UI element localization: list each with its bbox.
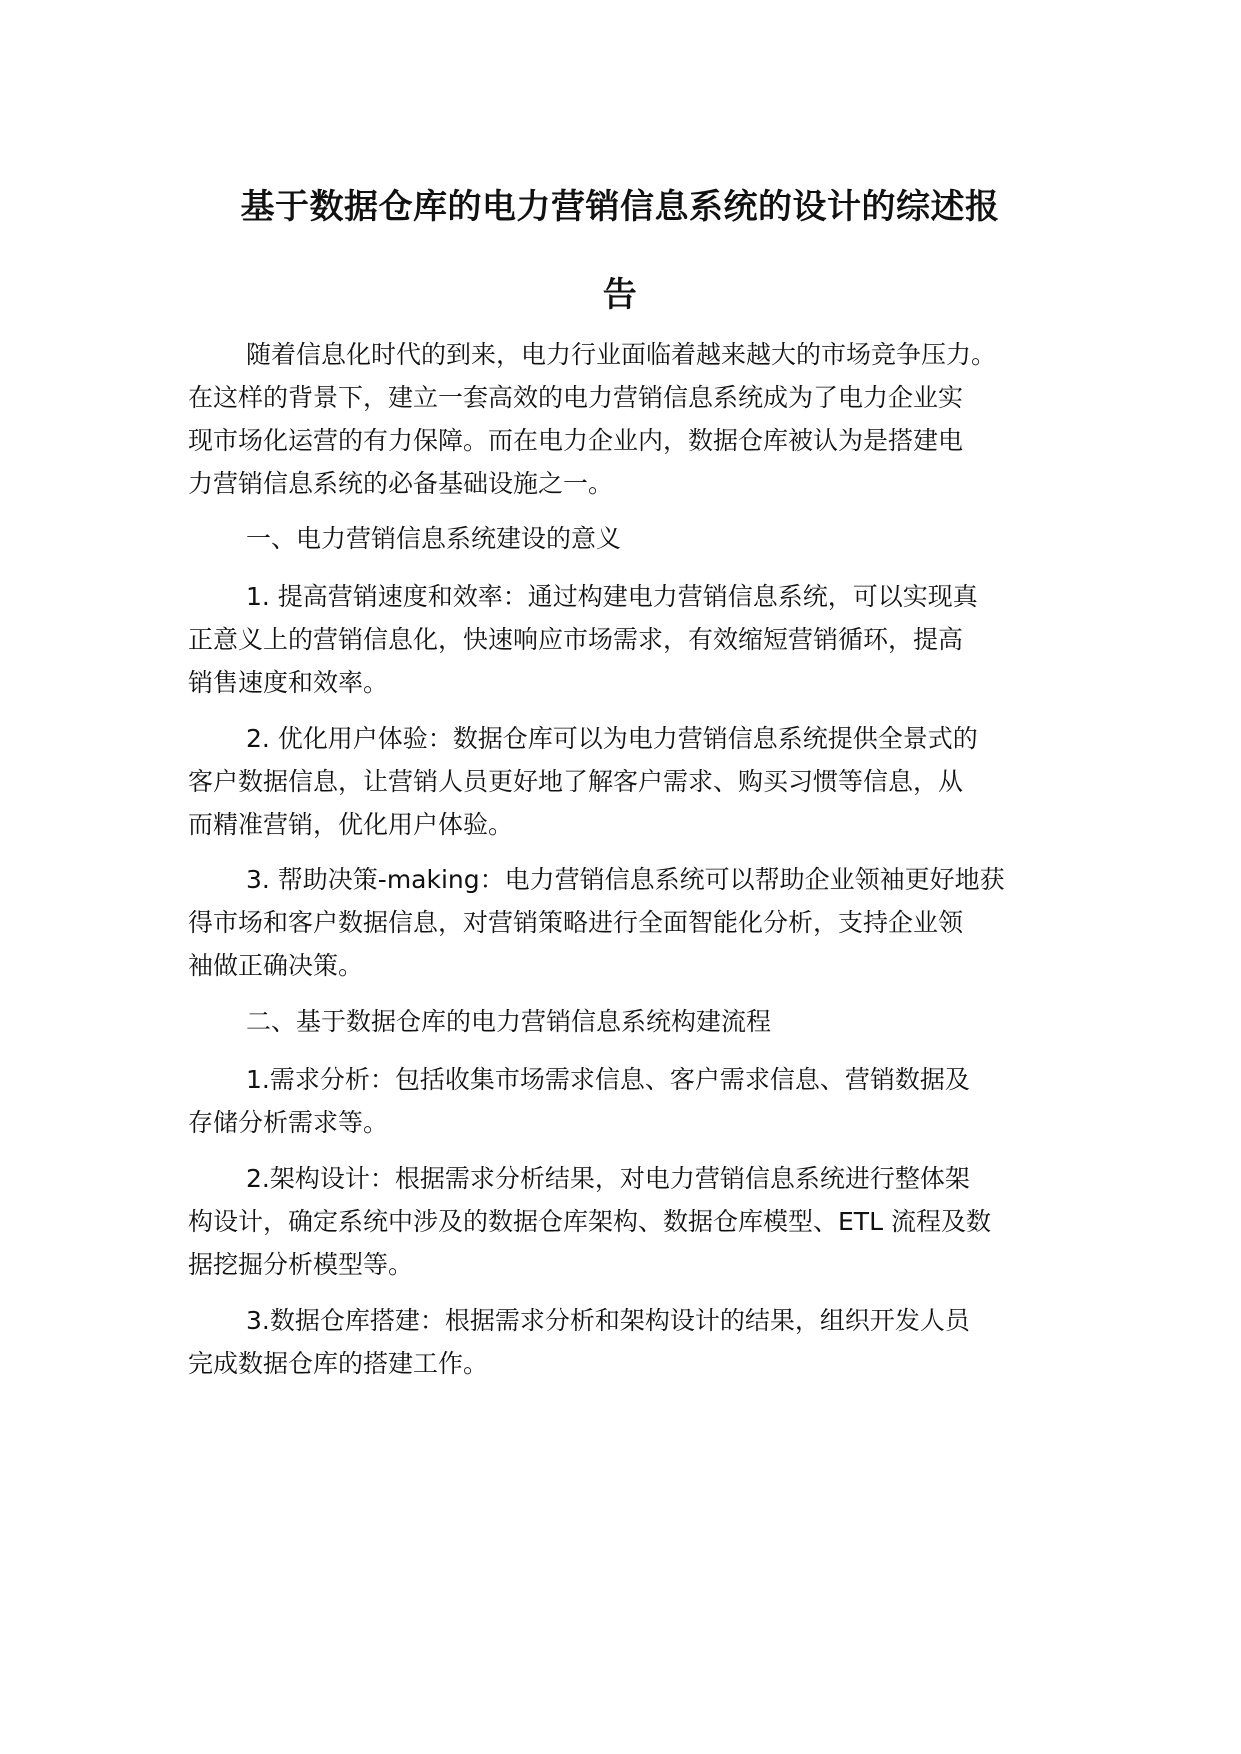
section-heading-1: 一、电力营销信息系统建设的意义 xyxy=(246,524,622,553)
list-item-2-line-3: 而精准营销，优化用户体验。 xyxy=(188,810,514,839)
list-item-2-line-1: 2. 优化用户体验：数据仓库可以为电力营销信息系统提供全景式的 xyxy=(246,724,978,753)
step-2-line-1: 2.架构设计：根据需求分析结果，对电力营销信息系统进行整体架 xyxy=(246,1164,970,1193)
document-title-line-1: 基于数据仓库的电力营销信息系统的设计的综述报 xyxy=(240,187,1000,227)
list-item-3-line-1: 3. 帮助决策-making：电力营销信息系统可以帮助企业领袖更好地获 xyxy=(246,865,1005,894)
list-item-1-line-1: 1. 提高营销速度和效率：通过构建电力营销信息系统，可以实现真 xyxy=(246,582,978,611)
intro-paragraph-line-1: 随着信息化时代的到来，电力行业面临着越来越大的市场竞争压力。 xyxy=(246,340,997,369)
list-item-1-line-2: 正意义上的营销信息化，快速响应市场需求，有效缩短营销循环，提高 xyxy=(188,625,964,654)
section-heading-2: 二、基于数据仓库的电力营销信息系统构建流程 xyxy=(246,1007,772,1036)
step-1-line-1: 1.需求分析：包括收集市场需求信息、客户需求信息、营销数据及 xyxy=(246,1065,970,1094)
document-title-line-2: 告 xyxy=(602,275,638,315)
list-item-2-line-2: 客户数据信息，让营销人员更好地了解客户需求、购买习惯等信息，从 xyxy=(188,767,964,796)
list-item-3-line-2: 得市场和客户数据信息，对营销策略进行全面智能化分析，支持企业领 xyxy=(188,908,964,937)
step-3-line-2: 完成数据仓库的搭建工作。 xyxy=(188,1349,489,1378)
step-1-line-2: 存储分析需求等。 xyxy=(188,1108,389,1137)
intro-paragraph-line-3: 现市场化运营的有力保障。而在电力企业内，数据仓库被认为是搭建电 xyxy=(188,426,964,455)
intro-paragraph-line-2: 在这样的背景下，建立一套高效的电力营销信息系统成为了电力企业实 xyxy=(188,383,964,412)
intro-paragraph-line-4: 力营销信息系统的必备基础设施之一。 xyxy=(188,469,614,498)
step-2-line-3: 据挖掘分析模型等。 xyxy=(188,1250,414,1279)
step-3-line-1: 3.数据仓库搭建：根据需求分析和架构设计的结果，组织开发人员 xyxy=(246,1306,970,1335)
step-2-line-2: 构设计，确定系统中涉及的数据仓库架构、数据仓库模型、ETL 流程及数 xyxy=(188,1207,991,1236)
list-item-3-line-3: 袖做正确决策。 xyxy=(188,951,364,980)
list-item-1-line-3: 销售速度和效率。 xyxy=(188,668,389,697)
